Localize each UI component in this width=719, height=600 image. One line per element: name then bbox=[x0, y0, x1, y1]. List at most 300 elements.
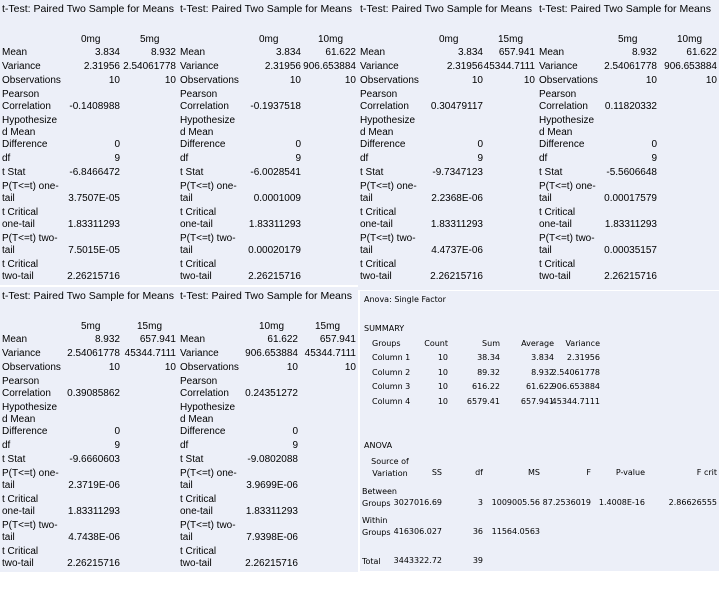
row-label bbox=[2, 115, 57, 151]
value-col1: -9.7347123 bbox=[432, 167, 483, 178]
row-label-line: Correlation bbox=[539, 101, 588, 112]
row-label-line: Correlation bbox=[360, 101, 409, 112]
row-label-line: tail bbox=[539, 193, 552, 204]
ttest-row bbox=[0, 89, 178, 114]
row-label-line: Variance bbox=[180, 348, 219, 359]
row-label bbox=[180, 207, 216, 231]
summary-cell: 6579.41 bbox=[466, 396, 500, 406]
row-label bbox=[2, 402, 57, 438]
value-col1: 9 bbox=[651, 153, 657, 164]
row-label-line: one-tail bbox=[180, 506, 213, 517]
row-label bbox=[539, 233, 595, 257]
row-label-line: t Critical bbox=[2, 546, 39, 557]
row-label-line: df bbox=[180, 153, 189, 164]
value-col2: 906.653884 bbox=[664, 61, 717, 72]
row-label bbox=[2, 233, 58, 257]
row-label bbox=[2, 454, 25, 466]
value-col1: 2.31956 bbox=[83, 61, 120, 72]
ttest-row bbox=[537, 259, 719, 284]
row-label-line: Hypothesize bbox=[2, 402, 58, 413]
row-label-line: Difference bbox=[2, 426, 48, 437]
value-col1: 8.932 bbox=[631, 47, 657, 58]
summary-cell: 2.54061778 bbox=[551, 367, 600, 377]
ttest-row bbox=[0, 494, 178, 519]
row-label-line: Mean bbox=[180, 47, 206, 58]
row-label-line: one-tail bbox=[180, 219, 213, 230]
row-label bbox=[360, 167, 383, 179]
summary-cell: 10 bbox=[437, 382, 448, 391]
row-label-line: tail bbox=[180, 480, 193, 491]
anova-cell: 2.86626555 bbox=[668, 498, 717, 507]
row-label-line: Variance bbox=[360, 61, 399, 72]
value-col1: 0.24351272 bbox=[245, 388, 298, 399]
anova-cell: 416306.027 bbox=[393, 527, 442, 536]
ttest-col2-header: 10mg bbox=[318, 34, 344, 45]
row-label bbox=[360, 115, 415, 151]
row-label bbox=[360, 181, 417, 205]
ttest-row bbox=[0, 402, 178, 439]
row-label bbox=[2, 89, 51, 113]
value-col1: 0 bbox=[114, 426, 120, 437]
ttest-row bbox=[178, 89, 358, 114]
row-label-line: tail bbox=[2, 532, 15, 543]
anova-cell: 36 bbox=[472, 527, 483, 536]
ttest-row bbox=[178, 494, 358, 519]
ttest-row bbox=[537, 47, 719, 60]
row-label-line: two-tail bbox=[2, 558, 34, 569]
ttest-row bbox=[0, 167, 178, 180]
anova-header: MS bbox=[528, 468, 540, 477]
row-label-line: df bbox=[360, 153, 369, 164]
row-label bbox=[539, 259, 575, 283]
ttest-row bbox=[537, 153, 719, 166]
value-col2: 61.622 bbox=[325, 47, 356, 58]
value-col1: 0.30479117 bbox=[430, 101, 483, 112]
row-label bbox=[2, 75, 61, 87]
anova-cell: 87.2536019 bbox=[542, 498, 591, 507]
row-label bbox=[539, 61, 578, 73]
value-col1: 0 bbox=[651, 139, 657, 150]
row-label-line: Variance bbox=[2, 61, 41, 72]
summary-cell: 657.941 bbox=[520, 396, 554, 406]
row-label bbox=[2, 494, 38, 518]
row-label-line: Mean bbox=[539, 47, 565, 58]
ttest-row bbox=[537, 61, 719, 74]
value-col1: 2.26215716 bbox=[604, 271, 657, 282]
value-col1: 0 bbox=[477, 139, 483, 150]
value-col1: 2.26215716 bbox=[67, 558, 120, 569]
ttest-row bbox=[178, 47, 358, 60]
ttest-row bbox=[358, 259, 537, 284]
ttest-row bbox=[178, 115, 358, 152]
row-label-line: t Critical bbox=[180, 546, 217, 557]
value-col1: 0.00020179 bbox=[248, 245, 301, 256]
row-label-line: Pearson bbox=[180, 89, 218, 100]
row-label-line: t Critical bbox=[180, 207, 217, 218]
value-col1: 0.39085862 bbox=[67, 388, 120, 399]
row-label-line: one-tail bbox=[2, 506, 35, 517]
row-label-line: P(T<=t) two- bbox=[360, 233, 416, 244]
value-col1: 10 bbox=[471, 75, 483, 86]
row-label bbox=[360, 207, 396, 231]
value-col1: 2.26215716 bbox=[430, 271, 483, 282]
row-label-line: Correlation bbox=[2, 101, 51, 112]
value-col1: -9.0802088 bbox=[247, 454, 298, 465]
row-label-line: one-tail bbox=[360, 219, 393, 230]
value-col1: -0.1937518 bbox=[250, 101, 301, 112]
ttest-row bbox=[358, 207, 537, 232]
ttest-title: t-Test: Paired Two Sample for Means bbox=[180, 290, 352, 302]
row-label-line: P(T<=t) two- bbox=[539, 233, 595, 244]
ttest-row bbox=[0, 181, 178, 206]
row-label bbox=[180, 259, 216, 283]
row-label bbox=[2, 259, 38, 283]
row-label-line: P(T<=t) one- bbox=[360, 181, 417, 192]
row-label bbox=[180, 520, 236, 544]
value-col1: 61.622 bbox=[267, 334, 298, 345]
ttest-row bbox=[178, 75, 358, 88]
ttest-panel bbox=[178, 0, 358, 285]
row-label bbox=[539, 47, 564, 59]
ttest-row bbox=[358, 181, 537, 206]
ttest-row bbox=[358, 153, 537, 166]
row-label-line: Correlation bbox=[180, 101, 229, 112]
row-label bbox=[2, 181, 59, 205]
row-label-line: t Critical bbox=[180, 259, 217, 270]
row-label bbox=[180, 440, 188, 452]
ttest-row bbox=[0, 440, 178, 453]
ttest-row bbox=[358, 75, 537, 88]
value-col1: 1.83311293 bbox=[67, 219, 120, 230]
summary-header: Groups bbox=[372, 339, 401, 348]
value-col1: 2.54061778 bbox=[67, 348, 120, 359]
row-label-line: t Critical bbox=[180, 494, 217, 505]
group-name: Column 2 bbox=[372, 367, 411, 377]
value-col1: 3.7507E-05 bbox=[68, 193, 120, 204]
ttest-row bbox=[0, 207, 178, 232]
ttest-row bbox=[358, 233, 537, 258]
source-label: Within Groups bbox=[362, 516, 391, 537]
row-label bbox=[360, 61, 399, 73]
anova-header: P-value bbox=[615, 468, 645, 477]
row-label-line: Variance bbox=[2, 348, 41, 359]
row-label-line: tail bbox=[360, 193, 373, 204]
ttest-row bbox=[178, 167, 358, 180]
row-label-line: Hypothesize bbox=[539, 115, 595, 126]
row-label-line: d Mean bbox=[539, 127, 573, 138]
row-label bbox=[360, 259, 396, 283]
ttest-row bbox=[178, 520, 358, 545]
row-label-line: Observations bbox=[2, 75, 61, 86]
anova-table-title: ANOVA bbox=[364, 441, 393, 450]
ttest-row bbox=[178, 468, 358, 493]
ttest-row bbox=[178, 546, 358, 571]
value-col1: 2.31956 bbox=[264, 61, 301, 72]
row-label-line: P(T<=t) one- bbox=[180, 468, 237, 479]
row-label-line: two-tail bbox=[180, 271, 212, 282]
value-col1: 9 bbox=[477, 153, 483, 164]
row-label bbox=[180, 546, 216, 570]
row-label-line: P(T<=t) one- bbox=[2, 468, 59, 479]
ttest-panel bbox=[178, 287, 358, 572]
row-label-line: Observations bbox=[2, 362, 61, 373]
row-label-line: Pearson bbox=[180, 376, 218, 387]
row-label-line: t Critical bbox=[360, 207, 397, 218]
row-label-line: d Mean bbox=[180, 414, 214, 425]
row-label-line: Pearson bbox=[539, 89, 577, 100]
value-col1: 1.83311293 bbox=[67, 506, 120, 517]
summary-header: Variance bbox=[565, 339, 600, 348]
summary-cell: 10 bbox=[437, 396, 448, 406]
row-label bbox=[360, 75, 419, 87]
value-col1: 9 bbox=[292, 440, 298, 451]
row-label-line: tail bbox=[2, 480, 15, 491]
value-col1: 10 bbox=[286, 362, 298, 373]
ttest-col1-header: 5mg bbox=[81, 321, 101, 332]
ttest-col2-header: 5mg bbox=[140, 34, 160, 45]
row-label bbox=[2, 207, 38, 231]
row-label-line: Hypothesize bbox=[360, 115, 416, 126]
row-label-line: Hypothesize bbox=[180, 115, 236, 126]
value-col1: 906.653884 bbox=[245, 348, 298, 359]
ttest-row bbox=[0, 75, 178, 88]
row-label bbox=[2, 47, 27, 59]
ttest-row bbox=[0, 47, 178, 60]
row-label bbox=[180, 61, 219, 73]
value-col1: 1.83311293 bbox=[248, 219, 301, 230]
anova-header: df bbox=[475, 468, 483, 477]
row-label-line: d Mean bbox=[2, 127, 36, 138]
value-col1: 0 bbox=[292, 426, 298, 437]
ttest-row bbox=[178, 334, 358, 347]
value-col1: 2.26215716 bbox=[67, 271, 120, 282]
ttest-row bbox=[358, 61, 537, 74]
row-label-line: two-tail bbox=[2, 271, 34, 282]
value-col1: 4.4737E-06 bbox=[431, 245, 483, 256]
anova-cell: 1009005.56 bbox=[491, 498, 540, 507]
summary-cell: 8.932 bbox=[531, 367, 554, 377]
row-label-line: df bbox=[2, 153, 11, 164]
row-label-line: Difference bbox=[539, 139, 585, 150]
row-label bbox=[180, 47, 205, 59]
ttest-row bbox=[178, 207, 358, 232]
value-col2: 657.941 bbox=[319, 334, 356, 345]
value-col1: 3.834 bbox=[457, 47, 483, 58]
value-col1: 2.54061778 bbox=[604, 61, 657, 72]
row-label-line: Mean bbox=[2, 334, 28, 345]
row-label-line: P(T<=t) two- bbox=[180, 520, 236, 531]
row-label-line: df bbox=[2, 440, 11, 451]
row-label bbox=[2, 348, 41, 360]
summary-header: Sum bbox=[482, 339, 500, 348]
row-label-line: P(T<=t) one- bbox=[2, 181, 59, 192]
ttest-row bbox=[358, 89, 537, 114]
row-label bbox=[180, 75, 239, 87]
value-col1: 2.31956 bbox=[446, 61, 483, 72]
row-label-line: tail bbox=[2, 245, 15, 256]
summary-cell: 906.653884 bbox=[551, 382, 600, 391]
ttest-row bbox=[0, 348, 178, 361]
value-col2: 10 bbox=[523, 75, 535, 86]
summary-cell: 2.31956 bbox=[566, 353, 600, 362]
ttest-row bbox=[0, 334, 178, 347]
ttest-row bbox=[178, 402, 358, 439]
row-label-line: t Critical bbox=[2, 494, 39, 505]
row-label-line: t Stat bbox=[2, 167, 26, 178]
anova-header: F bbox=[586, 468, 591, 477]
row-label bbox=[2, 334, 27, 346]
ttest-title: t-Test: Paired Two Sample for Means bbox=[2, 290, 174, 302]
row-label-line: Difference bbox=[360, 139, 406, 150]
row-label bbox=[2, 362, 61, 374]
value-col2: 2.54061778 bbox=[123, 61, 176, 72]
anova-cell: 11564.0563 bbox=[491, 527, 540, 536]
value-col1: 8.932 bbox=[94, 334, 120, 345]
row-label-line: t Stat bbox=[180, 167, 204, 178]
value-col1: 3.834 bbox=[94, 47, 120, 58]
row-label-line: two-tail bbox=[360, 271, 392, 282]
summary-cell: 45344.7111 bbox=[551, 396, 600, 406]
row-label-line: P(T<=t) two- bbox=[2, 520, 58, 531]
row-label bbox=[539, 207, 575, 231]
ttest-row bbox=[178, 348, 358, 361]
ttest-row bbox=[537, 181, 719, 206]
anova-title: Anova: Single Factor bbox=[364, 295, 446, 304]
row-label bbox=[2, 520, 58, 544]
row-label bbox=[2, 546, 38, 570]
row-label-line: t Stat bbox=[180, 454, 204, 465]
ttest-row bbox=[537, 233, 719, 258]
row-label bbox=[180, 454, 203, 466]
anova-cell: 39 bbox=[472, 556, 483, 565]
row-label-line: tail bbox=[180, 245, 193, 256]
ttest-row bbox=[178, 362, 358, 375]
row-label-line: Pearson bbox=[2, 376, 40, 387]
row-label-line: Difference bbox=[180, 139, 226, 150]
value-col1: 3.9699E-06 bbox=[246, 480, 298, 491]
group-name: Column 4 bbox=[372, 396, 411, 406]
value-col1: 0.11820332 bbox=[604, 101, 657, 112]
summary-cell: 10 bbox=[437, 353, 448, 362]
ttest-col1-header: 0mg bbox=[439, 34, 459, 45]
ttest-row bbox=[537, 167, 719, 180]
summary-title: SUMMARY bbox=[364, 324, 405, 333]
summary-cell: 616.22 bbox=[472, 382, 500, 391]
value-col1: -9.6660603 bbox=[69, 454, 120, 465]
row-label-line: t Critical bbox=[539, 207, 576, 218]
row-label-line: t Critical bbox=[2, 207, 39, 218]
ttest-row bbox=[178, 61, 358, 74]
value-col2: 8.932 bbox=[150, 47, 176, 58]
anova-cell: 3027016.69 bbox=[393, 498, 442, 507]
row-label-line: Variance bbox=[539, 61, 578, 72]
ttest-row bbox=[178, 440, 358, 453]
value-col1: 2.26215716 bbox=[248, 271, 301, 282]
row-label-line: P(T<=t) one- bbox=[539, 181, 596, 192]
row-label-line: tail bbox=[2, 193, 15, 204]
row-label bbox=[2, 153, 10, 165]
row-label bbox=[180, 233, 236, 257]
row-label bbox=[180, 334, 205, 346]
row-label-line: tail bbox=[180, 193, 193, 204]
ttest-row bbox=[178, 181, 358, 206]
row-label-line: t Stat bbox=[539, 167, 563, 178]
ttest-panel bbox=[0, 0, 178, 285]
value-col2: 10 bbox=[344, 362, 356, 373]
row-label bbox=[180, 348, 219, 360]
row-label-line: d Mean bbox=[360, 127, 394, 138]
ttest-row bbox=[537, 89, 719, 114]
ttest-col2-header: 15mg bbox=[137, 321, 163, 332]
ttest-row bbox=[0, 376, 178, 401]
row-label-line: Difference bbox=[180, 426, 226, 437]
row-label-line: t Stat bbox=[2, 454, 26, 465]
row-label-line: Observations bbox=[360, 75, 419, 86]
row-label bbox=[180, 468, 237, 492]
row-label-line: tail bbox=[360, 245, 373, 256]
ttest-title: t-Test: Paired Two Sample for Means bbox=[2, 3, 174, 15]
row-label-line: Pearson bbox=[360, 89, 398, 100]
ttest-col1-header: 5mg bbox=[618, 34, 638, 45]
row-label-line: Mean bbox=[180, 334, 206, 345]
row-label-line: df bbox=[180, 440, 189, 451]
ttest-row bbox=[178, 153, 358, 166]
row-label-line: P(T<=t) two- bbox=[180, 233, 236, 244]
row-label-line: Hypothesize bbox=[2, 115, 58, 126]
value-col2: 61.622 bbox=[686, 47, 717, 58]
ttest-row bbox=[178, 376, 358, 401]
summary-cell: 89.32 bbox=[477, 367, 500, 377]
row-label-line: Difference bbox=[2, 139, 48, 150]
row-label bbox=[539, 89, 588, 113]
anova-cell: 3443322.72 bbox=[393, 556, 442, 565]
row-label-line: two-tail bbox=[180, 558, 212, 569]
row-label-line: d Mean bbox=[180, 127, 214, 138]
value-col2: 10 bbox=[164, 75, 176, 86]
row-label bbox=[539, 115, 594, 151]
ttest-row bbox=[178, 259, 358, 284]
ttest-col1-header: 0mg bbox=[259, 34, 279, 45]
value-col1: 3.834 bbox=[275, 47, 301, 58]
ttest-row bbox=[358, 167, 537, 180]
row-label-line: P(T<=t) two- bbox=[2, 233, 58, 244]
row-label bbox=[180, 153, 188, 165]
row-label-line: one-tail bbox=[539, 219, 572, 230]
value-col1: 2.3719E-06 bbox=[68, 480, 120, 491]
value-col1: -6.8466472 bbox=[69, 167, 120, 178]
ttest-row bbox=[537, 207, 719, 232]
value-col1: 10 bbox=[645, 75, 657, 86]
row-label bbox=[180, 362, 239, 374]
row-label bbox=[180, 167, 203, 179]
row-label-line: Observations bbox=[539, 75, 598, 86]
row-label bbox=[539, 75, 598, 87]
row-label-line: one-tail bbox=[2, 219, 35, 230]
value-col1: 1.83311293 bbox=[430, 219, 483, 230]
ttest-row bbox=[358, 115, 537, 152]
value-col1: -0.1408988 bbox=[69, 101, 120, 112]
anova-header: SS bbox=[431, 468, 442, 477]
value-col1: 0 bbox=[114, 139, 120, 150]
row-label bbox=[2, 440, 10, 452]
value-col2: 10 bbox=[164, 362, 176, 373]
value-col2: 906.653884 bbox=[303, 61, 356, 72]
row-label-line: Mean bbox=[2, 47, 28, 58]
row-label bbox=[180, 376, 229, 400]
row-label bbox=[360, 89, 409, 113]
value-col1: 10 bbox=[108, 362, 120, 373]
anova-header: F crit bbox=[696, 468, 717, 477]
